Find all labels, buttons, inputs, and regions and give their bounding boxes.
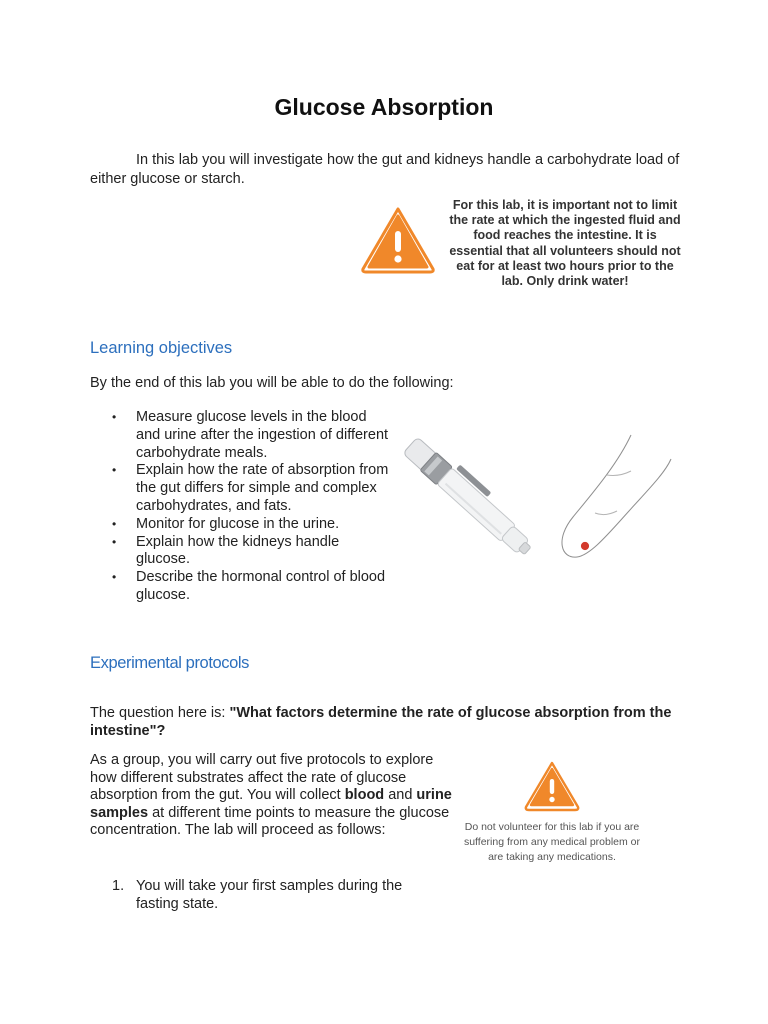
warning-triangle-icon: [360, 205, 436, 275]
lancet-pen-illustration: [402, 431, 540, 560]
group-paragraph: [90, 752, 455, 840]
blood-term: blood: [344, 787, 385, 804]
group-text-1: As a group, you will carry out five protocols to explore how different substrates affect the rate of glucose absorption from the gut. You will collect: [90, 752, 434, 804]
urine-term: urine samples: [90, 787, 452, 821]
question-text: "What factors determine the rate of glucose absorption from the intestine"?: [90, 705, 672, 739]
objectives-lead: By the end of this lab you will be able to do the following:: [90, 375, 454, 391]
list-item: • Describe the hormonal control of blood glucose.: [90, 569, 390, 605]
experimental-protocols-heading: Experimental protocols: [90, 654, 250, 672]
group-text-2: at different time points to measure the glucose concentration. The lab will proceed as follows:: [90, 804, 450, 839]
step-text: You will take your first samples during the fasting state.: [136, 878, 403, 912]
list-item: • Measure glucose levels in the blood and urine after the ingestion of different carbohydrate meals.: [90, 409, 390, 462]
intro-paragraph: In this lab you will investigate how the gut and kidneys handle a carbohydrate load of either glucose or starch.: [90, 152, 680, 187]
list-item: • Explain how the kidneys handle glucose.: [90, 534, 390, 570]
question-lead: The question here is:: [90, 705, 230, 721]
list-item: • Monitor for glucose in the urine.: [90, 516, 390, 534]
research-question: [90, 704, 690, 740]
list-item: [90, 877, 430, 913]
and-text: and: [384, 787, 417, 804]
lancet-finger-illustration: [395, 425, 685, 565]
warning-triangle-icon: [524, 760, 580, 812]
step-number: 1.: [112, 878, 125, 894]
finger-blood-drop-illustration: [562, 435, 671, 557]
protocol-steps-list: [90, 877, 430, 913]
warning-medical-note: Do not volunteer for this lab if you are suffering from any medical problem or are taking any medications.: [463, 821, 641, 864]
learning-objectives-heading: Learning objectives: [90, 339, 233, 357]
page-title: Glucose Absorption: [274, 94, 494, 120]
warning-fasting-note: For this lab, it is important not to limit the rate at which the ingested fluid and food reaches the intestine. It is essential that all volunteers should not eat for at least two hours prior to the lab. Only drink water!: [449, 198, 681, 289]
objectives-list: [90, 409, 390, 605]
list-item: • Explain how the rate of absorption from the gut differs for simple and complex carbohydrates, and fats.: [90, 462, 390, 515]
